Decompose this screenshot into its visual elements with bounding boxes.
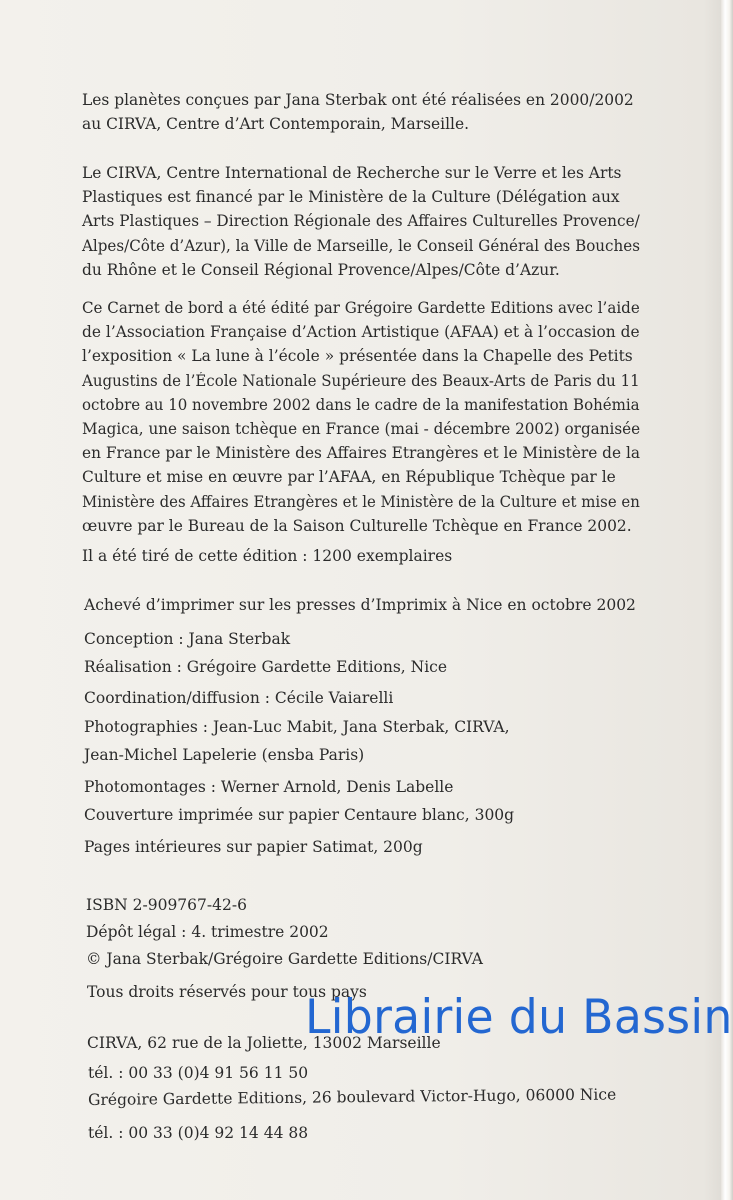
text-line: l’exposition « La lune à l’école » présentée dans la Chapelle des Petits xyxy=(82,347,633,366)
credit-printing: Achevé d’imprimer sur les presses d’Imprimix à Nice en octobre 2002 xyxy=(84,596,636,614)
paragraph-carnet xyxy=(82,296,642,538)
rights-reserved: Tous droits réservés pour tous pays xyxy=(87,983,367,1001)
text-line: Augustins de l’École Nationale Supérieure des Beaux-Arts de Paris du 11 xyxy=(82,371,640,390)
paragraph-cirva xyxy=(82,161,642,282)
cirva-address: CIRVA, 62 rue de la Joliette, 13002 Marseille xyxy=(87,1034,441,1052)
text-line: Les planètes conçues par Jana Sterbak ont été réalisées en 2000/2002 xyxy=(82,91,634,109)
text-line: Ce Carnet de bord a été édité par Grégoire Gardette Editions avec l’aide xyxy=(82,299,640,317)
text-line: octobre au 10 novembre 2002 dans le cadre de la manifestation Bohémia xyxy=(82,395,640,414)
cirva-phone: tél. : 00 33 (0)4 91 56 11 50 xyxy=(88,1064,309,1082)
credit-coordination: Coordination/diffusion : Cécile Vaiarelli xyxy=(84,689,394,707)
text-line: Plastiques est financé par le Ministère de la Culture (Délégation aux xyxy=(82,188,620,207)
credit-conception: Conception : Jana Sterbak xyxy=(84,630,291,648)
text-line: Magica, une saison tchèque en France (mai - décembre 2002) organisée xyxy=(82,420,641,439)
isbn: ISBN 2-909767-42-6 xyxy=(86,896,247,914)
text-line: du Rhône et le Conseil Régional Provence/Alpes/Côte d’Azur. xyxy=(82,260,560,279)
text-line: Arts Plastiques – Direction Régionale des Affaires Culturelles Provence/ xyxy=(82,212,640,231)
text-line: au CIRVA, Centre d’Art Contemporain, Marseille. xyxy=(82,115,470,134)
edition-note: Il a été tiré de cette édition : 1200 exemplaires xyxy=(82,547,453,565)
text-line: Alpes/Côte d’Azur), la Ville de Marseille, le Conseil Général des Bouches xyxy=(82,236,640,255)
text-line: Ministère des Affaires Etrangères et le Ministère de la Culture et mise en xyxy=(82,492,640,511)
credit-photomontages: Photomontages : Werner Arnold, Denis Labelle xyxy=(84,778,454,796)
watermark-text: Librairie du Bassin xyxy=(305,990,733,1045)
credit-pages: Pages intérieures sur papier Satimat, 200g xyxy=(84,838,423,856)
publisher-address: Grégoire Gardette Editions, 26 boulevard Victor-Hugo, 06000 Nice xyxy=(88,1085,617,1109)
text-line: en France par le Ministère des Affaires Etrangères et le Ministère de la xyxy=(82,444,640,463)
text-line: œuvre par le Bureau de la Saison Culturelle Tchèque en France 2002. xyxy=(82,516,632,535)
paragraph-planets xyxy=(82,88,642,136)
text-line: de l’Association Française d’Action Artistique (AFAA) et à l’occasion de xyxy=(82,323,640,342)
credit-photographies: Photographies : Jean-Luc Mabit, Jana Sterbak, CIRVA, xyxy=(84,718,510,736)
credit-cover: Couverture imprimée sur papier Centaure blanc, 300g xyxy=(84,806,515,824)
legal-deposit: Dépôt légal : 4. trimestre 2002 xyxy=(86,923,329,941)
credit-realisation: Réalisation : Grégoire Gardette Editions, Nice xyxy=(84,658,448,676)
publisher-phone: tél. : 00 33 (0)4 92 14 44 88 xyxy=(88,1124,309,1142)
copyright: © Jana Sterbak/Grégoire Gardette Editions/CIRVA xyxy=(86,950,483,968)
credit-photographies-cont: Jean-Michel Lapelerie (ensba Paris) xyxy=(84,746,365,764)
text-line: Culture et mise en œuvre par l’AFAA, en République Tchèque par le xyxy=(82,468,616,487)
text-line: Le CIRVA, Centre International de Recherche sur le Verre et les Arts xyxy=(82,164,622,182)
